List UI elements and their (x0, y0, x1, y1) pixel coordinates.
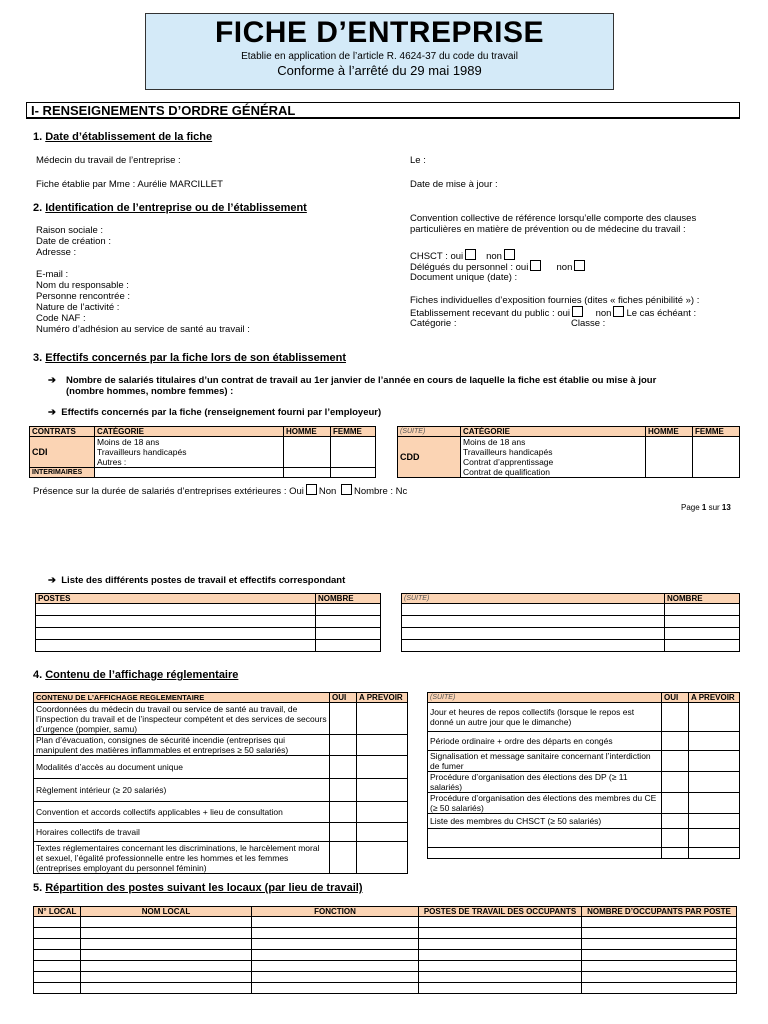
bullet-postes: ➔ Liste des différents postes de travail et effectifs correspondant (48, 575, 346, 586)
document-unique: Document unique (date) : (410, 272, 518, 283)
delegues-row: Délégués du personnel : oui non (410, 260, 587, 273)
delegues-non-checkbox[interactable] (574, 260, 585, 271)
presence-row: Présence sur la durée de salariés d’entreprises extérieures : Oui Non Nombre : Nc (33, 486, 408, 497)
convention-text: Convention collective de référence lorsqu’elle comporte des clauses particulières en matière de prévention ou de médecine du travail : (410, 213, 697, 235)
cdi-categories: Moins de 18 ans Travailleurs handicapés Autres : (95, 437, 284, 468)
personne-rencontree: Personne rencontrée : (36, 291, 131, 302)
delegues-oui-checkbox[interactable] (530, 260, 541, 271)
affichage-table-right: (SUITE) OUI A PREVOIR Jour et heures de repos collectifs (lorsque le repos est donné un autre jour que le dimanche) Période ordinaire + ordre des départs en congés Signalisation et message sanitaire concernant l’interdiction de fumer Procédure d’organisation des élections des DP (≥ 11 salariés) Procédure d’organisation des élections des membres du CE (≥ 50 salariés) Liste des membres du CHSCT (≥ 50 salariés) (427, 692, 740, 859)
erp-row: Etablissement recevant du public : oui non Le cas échéant : (410, 308, 697, 319)
presence-non-checkbox[interactable] (341, 484, 352, 495)
subtitle: Etablie en application de l’article R. 4624-37 du code du travail (241, 51, 518, 62)
nom-responsable: Nom du responsable : (36, 280, 129, 291)
medecin-label: Médecin du travail de l’entreprise : (36, 155, 181, 166)
page-title: FICHE D’ENTREPRISE (214, 16, 545, 49)
chsct-non-checkbox[interactable] (504, 249, 515, 260)
cdi-homme-cell[interactable] (284, 437, 331, 468)
heading-5: 5. Répartition des postes suivant les locaux (par lieu de travail) (33, 882, 363, 894)
chsct-row: CHSCT : oui non (410, 249, 517, 262)
etablie-par: Fiche établie par Mme : Aurélie MARCILLET (36, 179, 223, 190)
bullet-effectifs: ➔ Effectifs concernés par la fiche (renseignement fourni par l’employeur) (48, 407, 382, 418)
heading-4: 4. Contenu de l’affichage réglementaire (33, 669, 239, 681)
postes-table-left: POSTES NOMBRE (35, 593, 381, 652)
page-number: Page 1 sur 13 (681, 503, 731, 512)
chsct-oui-checkbox[interactable] (465, 249, 476, 260)
heading-2: 2. Identification de l’entreprise ou de l’établissement (33, 202, 307, 214)
nature-activite: Nature de l’activité : (36, 302, 120, 313)
section-1-title: I- RENSEIGNEMENTS D’ORDRE GÉNÉRAL (26, 102, 740, 119)
postes-table-right: (SUITE) NOMBRE (401, 593, 740, 652)
effectifs-table-left: CONTRATS CATÉGORIE HOMME FEMME CDI Moins de 18 ans Travailleurs handicapés Autres : INTERIMAIRES (29, 426, 376, 478)
fiches-penibilite: Fiches individuelles d’exposition fournies (dites « fiches pénibilité ») : (410, 295, 700, 306)
conform-line: Conforme à l’arrêté du 29 mai 1989 (277, 63, 482, 78)
identification-fields (36, 225, 250, 335)
date-maj-label: Date de mise à jour : (410, 179, 498, 190)
le-label: Le : (410, 155, 426, 166)
date-creation: Date de création : (36, 236, 111, 247)
categorie-label: Catégorie : (410, 318, 457, 329)
bullet-salaries: ➔ Nombre de salariés titulaires d’un contrat de travail au 1er janvier de l’année en cours de laquelle la fiche est établie ou mise à jour (nombre hommes, nombre femmes) : (48, 375, 657, 397)
title-box (145, 13, 614, 90)
erp-non-checkbox[interactable] (613, 306, 624, 317)
numero-adhesion: Numéro d’adhésion au service de santé au travail : (36, 324, 250, 335)
cdd-categories: Moins de 18 ans Travailleurs handicapés Contrat d’apprentissage Contrat de qualification (461, 437, 646, 478)
adresse: Adresse : (36, 247, 77, 258)
email: E-mail : (36, 269, 69, 280)
raison-sociale: Raison sociale : (36, 225, 104, 236)
classe-label: Classe : (571, 318, 606, 329)
effectifs-table-right: (SUITE) CATÉGORIE HOMME FEMME CDD Moins de 18 ans Travailleurs handicapés Contrat d’apprentissage Contrat de qualification (397, 426, 740, 478)
arrow-icon: ➔ (48, 407, 56, 418)
code-naf: Code NAF : (36, 313, 86, 324)
erp-oui-checkbox[interactable] (572, 306, 583, 317)
cdd-femme-cell[interactable] (693, 437, 740, 478)
arrow-icon: ➔ (48, 375, 56, 386)
heading-1: 1. Date d’établissement de la fiche (33, 131, 213, 143)
arrow-icon: ➔ (48, 575, 56, 586)
affichage-table-left: CONTENU DE L’AFFICHAGE REGLEMENTAIRE OUI A PREVOIR Coordonnées du médecin du travail ou service de santé au travail, de l’inspection du travail et de l’inspecteur compétent et des services de secours d’urgence (pompier, samu) Plan d’évacuation, consignes de sécurité incendie (entreprises qui manipulent des matières inflammables et entreprises ≥ 50 salariés) Modalités d’accès au document unique Règlement intérieur (≥ 20 salariés) Convention et accords collectifs applicables + lieu de consultation Horaires collectifs de travail Textes réglementaires concernant les discriminations, le harcèlement moral et sexuel, l’égalité professionnelle entre les hommes et les femmes (entreprises employant du personnel féminin) (33, 692, 408, 874)
locaux-table: N° LOCAL NOM LOCAL FONCTION POSTES DE TRAVAIL DES OCCUPANTS NOMBRE D’OCCUPANTS PAR POSTE (33, 906, 737, 994)
presence-oui-checkbox[interactable] (306, 484, 317, 495)
cdd-homme-cell[interactable] (646, 437, 693, 478)
heading-3: 3. Effectifs concernés par la fiche lors de son établissement (33, 352, 347, 364)
cdi-femme-cell[interactable] (331, 437, 376, 468)
